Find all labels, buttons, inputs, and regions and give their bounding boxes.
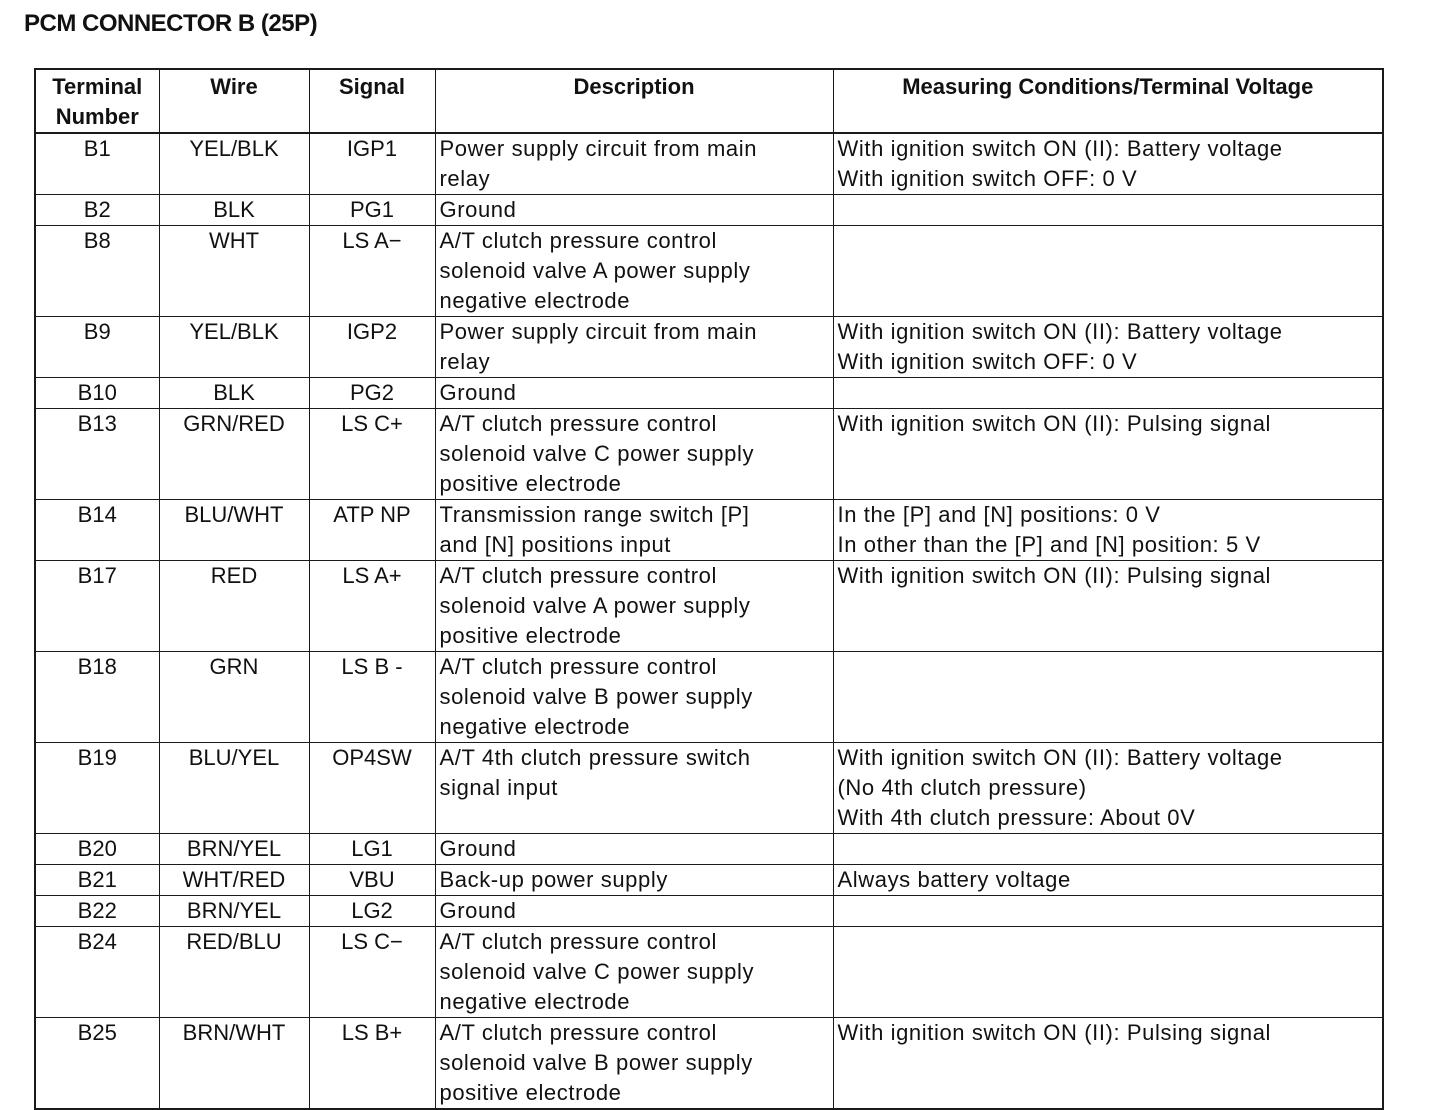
wire-cell: YEL/BLK — [159, 133, 309, 195]
header-description: Description — [435, 69, 833, 133]
description-line: Transmission range switch [P] — [439, 502, 750, 527]
terminal-cell: B1 — [35, 133, 159, 195]
table-body — [35, 133, 1383, 1109]
description-cell — [435, 409, 833, 500]
wire-cell: WHT/RED — [159, 865, 309, 896]
description-line: positive electrode — [439, 471, 622, 496]
description-line: A/T 4th clutch pressure switch — [439, 745, 751, 770]
measuring-line: With ignition switch ON (II): Battery voltage — [837, 136, 1283, 161]
signal-cell: LG2 — [309, 896, 435, 927]
wire-cell: BLK — [159, 195, 309, 226]
measuring-line: With ignition switch ON (II): Pulsing signal — [837, 1020, 1272, 1045]
measuring-line: With ignition switch OFF: 0 V — [837, 349, 1138, 374]
wire-cell: BLU/WHT — [159, 500, 309, 561]
measuring-cell — [833, 865, 1383, 896]
connector-pinout-table — [34, 68, 1384, 1110]
measuring-cell — [833, 317, 1383, 378]
description-line: Back-up power supply — [439, 867, 668, 892]
terminal-cell: B10 — [35, 378, 159, 409]
measuring-cell — [833, 133, 1383, 195]
signal-cell: LS B - — [309, 652, 435, 743]
description-line: and [N] positions input — [439, 532, 671, 557]
description-line: Ground — [439, 898, 517, 923]
table-row — [35, 409, 1383, 500]
description-cell — [435, 1018, 833, 1110]
description-line: Power supply circuit from main — [439, 319, 758, 344]
description-line: solenoid valve C power supply — [439, 441, 755, 466]
terminal-cell: B21 — [35, 865, 159, 896]
description-cell — [435, 195, 833, 226]
signal-cell: LS C+ — [309, 409, 435, 500]
terminal-cell: B2 — [35, 195, 159, 226]
wire-cell: BLK — [159, 378, 309, 409]
description-cell — [435, 834, 833, 865]
description-line: A/T clutch pressure control — [439, 228, 717, 253]
table-row — [35, 865, 1383, 896]
page-title: PCM CONNECTOR B (25P) — [24, 10, 318, 37]
description-line: solenoid valve B power supply — [439, 1050, 753, 1075]
measuring-cell — [833, 561, 1383, 652]
header-measuring-conditions: Measuring Conditions/Terminal Voltage — [833, 69, 1383, 133]
table-row — [35, 500, 1383, 561]
measuring-cell — [833, 378, 1383, 409]
table-row — [35, 896, 1383, 927]
wire-cell: RED — [159, 561, 309, 652]
description-cell — [435, 500, 833, 561]
terminal-cell: B18 — [35, 652, 159, 743]
description-cell — [435, 317, 833, 378]
description-cell — [435, 896, 833, 927]
wire-cell: BRN/WHT — [159, 1018, 309, 1110]
table-row — [35, 1018, 1383, 1110]
measuring-line: In the [P] and [N] positions: 0 V — [837, 502, 1161, 527]
table-row — [35, 743, 1383, 834]
table-row — [35, 834, 1383, 865]
measuring-cell — [833, 409, 1383, 500]
measuring-line: With 4th clutch pressure: About 0V — [837, 805, 1196, 830]
terminal-cell: B9 — [35, 317, 159, 378]
terminal-cell: B13 — [35, 409, 159, 500]
wire-cell: RED/BLU — [159, 927, 309, 1018]
table-row — [35, 226, 1383, 317]
description-line: A/T clutch pressure control — [439, 563, 717, 588]
description-line: A/T clutch pressure control — [439, 411, 717, 436]
measuring-cell — [833, 834, 1383, 865]
measuring-cell — [833, 652, 1383, 743]
header-wire: Wire — [159, 69, 309, 133]
description-cell — [435, 743, 833, 834]
description-line: relay — [439, 166, 491, 191]
description-cell — [435, 561, 833, 652]
measuring-line: Always battery voltage — [837, 867, 1071, 892]
measuring-line: With ignition switch ON (II): Pulsing signal — [837, 411, 1272, 436]
signal-cell: LS B+ — [309, 1018, 435, 1110]
signal-cell: IGP1 — [309, 133, 435, 195]
table-row — [35, 927, 1383, 1018]
signal-cell: IGP2 — [309, 317, 435, 378]
signal-cell: VBU — [309, 865, 435, 896]
table-row — [35, 652, 1383, 743]
wire-cell: GRN — [159, 652, 309, 743]
description-line: relay — [439, 349, 491, 374]
signal-cell: LS C− — [309, 927, 435, 1018]
measuring-cell — [833, 896, 1383, 927]
signal-cell: LG1 — [309, 834, 435, 865]
measuring-line: With ignition switch ON (II): Pulsing signal — [837, 563, 1272, 588]
description-cell — [435, 226, 833, 317]
signal-cell: OP4SW — [309, 743, 435, 834]
measuring-line: In other than the [P] and [N] position: 5 V — [837, 532, 1261, 557]
description-cell — [435, 865, 833, 896]
measuring-cell — [833, 927, 1383, 1018]
terminal-cell: B20 — [35, 834, 159, 865]
measuring-cell — [833, 743, 1383, 834]
terminal-cell: B24 — [35, 927, 159, 1018]
signal-cell: PG1 — [309, 195, 435, 226]
description-line: Power supply circuit from main — [439, 136, 758, 161]
terminal-cell: B8 — [35, 226, 159, 317]
description-line: Ground — [439, 197, 517, 222]
description-line: signal input — [439, 775, 558, 800]
description-cell — [435, 927, 833, 1018]
description-line: solenoid valve B power supply — [439, 684, 753, 709]
signal-cell: LS A+ — [309, 561, 435, 652]
terminal-cell: B17 — [35, 561, 159, 652]
measuring-line: With ignition switch ON (II): Battery voltage — [837, 745, 1283, 770]
measuring-line: With ignition switch ON (II): Battery voltage — [837, 319, 1283, 344]
wire-cell: BRN/YEL — [159, 834, 309, 865]
measuring-cell — [833, 500, 1383, 561]
terminal-cell: B19 — [35, 743, 159, 834]
wire-cell: BRN/YEL — [159, 896, 309, 927]
measuring-line: (No 4th clutch pressure) — [837, 775, 1087, 800]
description-cell — [435, 652, 833, 743]
header-signal: Signal — [309, 69, 435, 133]
terminal-cell: B25 — [35, 1018, 159, 1110]
description-line: Ground — [439, 836, 517, 861]
description-cell — [435, 133, 833, 195]
description-line: A/T clutch pressure control — [439, 1020, 717, 1045]
description-line: Ground — [439, 380, 517, 405]
description-line: negative electrode — [439, 989, 631, 1014]
measuring-line: With ignition switch OFF: 0 V — [837, 166, 1138, 191]
description-line: negative electrode — [439, 288, 631, 313]
table-row — [35, 195, 1383, 226]
terminal-cell: B22 — [35, 896, 159, 927]
measuring-cell — [833, 195, 1383, 226]
wire-cell: YEL/BLK — [159, 317, 309, 378]
description-line: A/T clutch pressure control — [439, 654, 717, 679]
description-line: solenoid valve A power supply — [439, 258, 751, 283]
signal-cell: PG2 — [309, 378, 435, 409]
signal-cell: ATP NP — [309, 500, 435, 561]
table-row — [35, 378, 1383, 409]
description-line: positive electrode — [439, 623, 622, 648]
wire-cell: WHT — [159, 226, 309, 317]
measuring-cell — [833, 226, 1383, 317]
description-cell — [435, 378, 833, 409]
table-row — [35, 133, 1383, 195]
description-line: solenoid valve A power supply — [439, 593, 751, 618]
header-terminal-number: Terminal Number — [35, 69, 159, 133]
description-line: A/T clutch pressure control — [439, 929, 717, 954]
description-line: solenoid valve C power supply — [439, 959, 755, 984]
wire-cell: BLU/YEL — [159, 743, 309, 834]
signal-cell: LS A− — [309, 226, 435, 317]
measuring-cell — [833, 1018, 1383, 1110]
terminal-cell: B14 — [35, 500, 159, 561]
table-row — [35, 561, 1383, 652]
table-row — [35, 317, 1383, 378]
description-line: positive electrode — [439, 1080, 622, 1105]
description-line: negative electrode — [439, 714, 631, 739]
table-header-row — [35, 69, 1383, 133]
wire-cell: GRN/RED — [159, 409, 309, 500]
